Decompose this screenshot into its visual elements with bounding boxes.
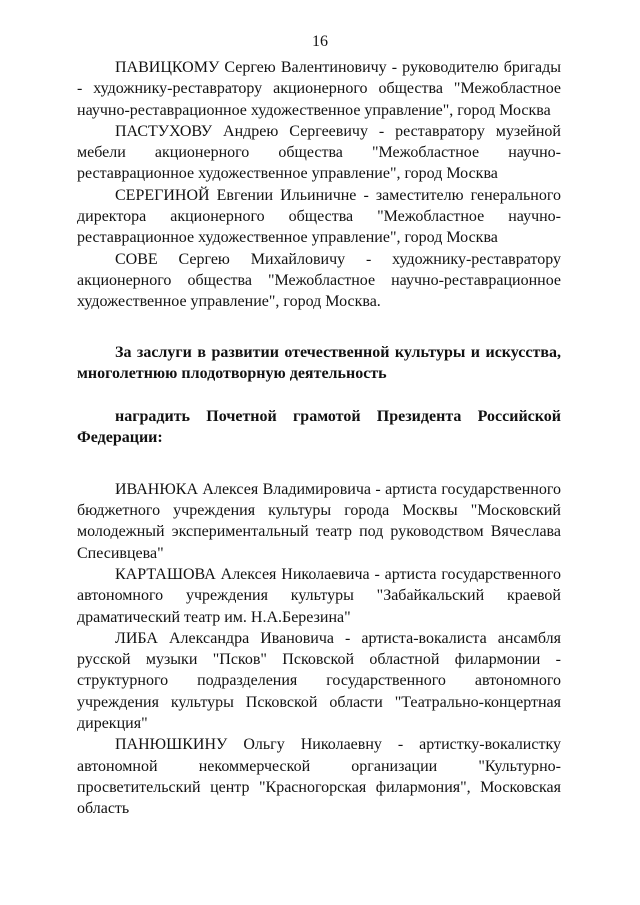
award-entry-pastukhov: ПАСТУХОВУ Андрею Сергеевичу - реставратору музейной мебели акционерного общества "Межобластное научно-реставрационное художественное управление", город Москва (77, 122, 561, 183)
award-entry-ivanyuk: ИВАНЮКА Алексея Владимировича - артиста государственного бюджетного учреждения культуры города Москвы "Московский молодежный экспериментальный театр под руководством Вячеслава Спесивцева" (77, 480, 561, 562)
award-entry-sova: СОВЕ Сергею Михайловичу - художнику-реставратору акционерного общества "Межобластное научно-реставрационное художественное управление", город Москва. (77, 250, 561, 311)
award-entry-pavitsky: ПАВИЦКОМУ Сергею Валентиновичу - руководителю бригады - художнику-реставратору акционерного общества "Межобластное научно-реставрационное художественное управление", город Москва (77, 59, 561, 119)
award-entry-kartashov: КАРТАШОВА Алексея Николаевича - артиста государственного автономного учреждения культуры "Забайкальский краевой драматический театр им. Н.А.Березина" (77, 565, 561, 626)
award-entry-panyushkina: ПАНЮШКИНУ Ольгу Николаевну - артистку-вокалистку автономной некоммерческой организации "Культурно-просветительский центр "Красногорская филармония", Московская область (77, 736, 561, 818)
award-entry-lib: ЛИБА Александра Ивановича - артиста-вокалиста ансамбля русской музыки "Псков" Псковской областной филармонии - структурного подразделения государственного автономного учреждения культуры Псковской области "Театрально-концертная дирекция" (77, 629, 561, 733)
document-body (77, 57, 561, 820)
section-heading: За заслуги в развитии отечественной культуры и искусства, многолетнюю плодотворную деятельность (77, 343, 561, 382)
page-number: 16 (312, 33, 328, 50)
award-decree: наградить Почетной грамотой Президента Российской Федерации: (77, 408, 561, 447)
award-entry-seregina: СЕРЕГИНОЙ Евгении Ильиничне - заместителю генерального директора акционерного общества "Межобластное научно-реставрационное художественное управление", город Москва (77, 186, 561, 247)
